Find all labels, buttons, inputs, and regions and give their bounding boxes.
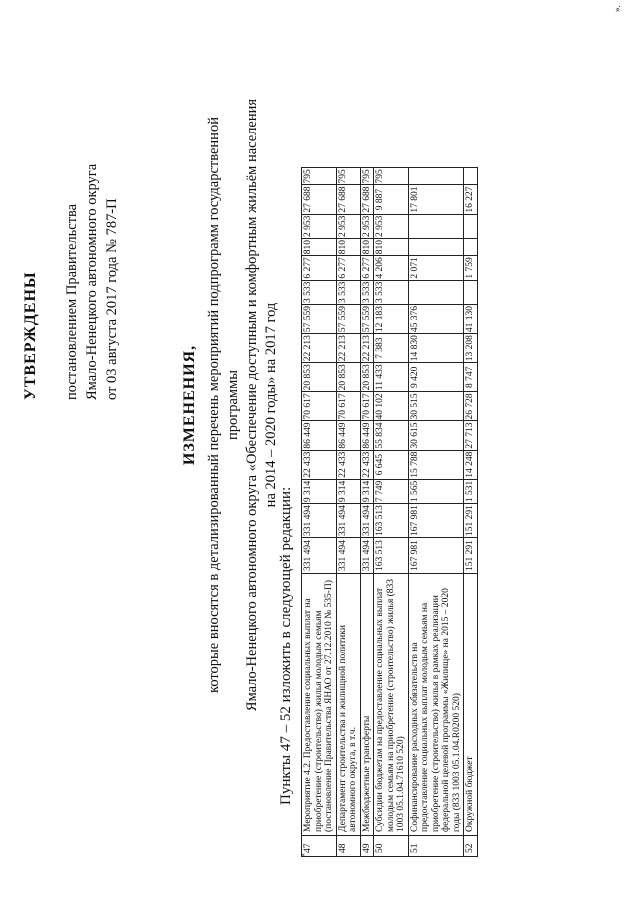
value-cell: 86 449 <box>336 421 360 450</box>
row-number: 49 <box>360 836 374 857</box>
value-cell <box>408 214 464 238</box>
value-cell: 151 291 <box>465 505 475 536</box>
table-body <box>302 168 478 857</box>
measure-name: Субсидии бюджетам на предоставление социальных выплат молодым семьям на приобретение (строительство) жилья (833 1003 05.1.04.71610 520) <box>374 574 409 836</box>
value-cell: 810 <box>361 240 372 255</box>
table-row <box>336 168 360 857</box>
row-number: 52 <box>464 836 478 857</box>
value-cell <box>408 168 464 185</box>
value-cell: 795 <box>374 168 409 185</box>
value-cell: 9 314 <box>361 480 372 503</box>
value-cell <box>464 214 478 238</box>
value-cell: 20 853 <box>336 363 360 392</box>
value-cell: 810 <box>374 239 409 256</box>
row-number: 48 <box>336 836 360 857</box>
value-cell: 1 759 <box>465 257 475 279</box>
value-cell: 41 130 <box>465 306 475 333</box>
measure-name: Межбюджетные трансферты <box>360 574 374 836</box>
value-cell: 22 213 <box>302 334 337 363</box>
table-row <box>408 168 464 857</box>
value-cell: 2 953 <box>361 215 372 237</box>
value-cell: 20 853 <box>302 363 337 392</box>
value-cell: 30 615 <box>408 421 464 450</box>
table-row <box>360 168 374 857</box>
measure-name: Департамент строительства и жилищной политики автономного округа, в т.ч. <box>336 574 360 836</box>
value-cell: 795 <box>336 168 360 185</box>
opening-quote-mark: « <box>298 853 307 857</box>
total-cell: 163 513 <box>374 538 409 574</box>
value-cell: 86 449 <box>302 421 337 450</box>
value-cell: 20 853 <box>361 364 372 391</box>
value-cell: 15 788 <box>408 450 464 479</box>
row-number: 50 <box>374 836 409 857</box>
value-cell <box>408 280 464 304</box>
value-cell: 27 688 <box>302 185 337 214</box>
value-cell: 22 433 <box>302 450 337 479</box>
total-cell: 151 291 <box>464 538 478 574</box>
value-cell: 57 559 <box>361 306 372 333</box>
row-number: 51 <box>408 836 464 857</box>
row-number: 47 <box>302 836 337 857</box>
value-cell: 795 <box>302 168 337 185</box>
value-cell: 3 533 <box>336 280 360 304</box>
value-cell: 1 565 <box>408 479 464 503</box>
decree-line: от 03 августа 2017 года № 787-П <box>104 198 120 400</box>
value-cell: 70 617 <box>361 393 372 420</box>
title-line: которые вносятся в детализированный перечень мероприятий подпрограмм государственной программы <box>206 117 241 693</box>
value-cell: 13 208 <box>465 335 475 362</box>
value-cell: 27 688 <box>336 185 360 214</box>
value-cell: 2 953 <box>336 214 360 238</box>
table-row <box>464 168 478 857</box>
value-cell: 86 449 <box>361 422 372 449</box>
value-cell: 1 531 <box>465 480 475 503</box>
value-cell: 8 747 <box>464 363 478 392</box>
value-cell: 70 617 <box>336 392 360 421</box>
value-cell: 70 617 <box>302 392 337 421</box>
value-cell: 2 953 <box>302 214 337 238</box>
decree-line: Ямало-Ненецкого автономного округа <box>84 163 100 400</box>
document-title <box>180 85 281 725</box>
value-cell: 9 314 <box>336 479 360 503</box>
value-cell: 6 277 <box>361 257 372 279</box>
value-cell: 3 533 <box>374 280 409 304</box>
value-cell: 22 213 <box>336 334 360 363</box>
value-cell: 331 494 <box>361 505 372 536</box>
value-cell <box>464 239 478 256</box>
value-cell: 17 801 <box>408 185 464 214</box>
value-cell: 55 834 <box>374 421 409 450</box>
value-cell <box>408 239 464 256</box>
value-cell: 795 <box>361 169 372 184</box>
value-cell: 810 <box>336 239 360 256</box>
value-cell: 9 887 <box>374 185 409 214</box>
value-cell: 331 494 <box>336 504 360 538</box>
value-cell: 167 981 <box>408 504 464 538</box>
value-cell: 163 513 <box>374 504 409 538</box>
items-note: Пункты 47 – 52 изложить в следующей редакции: <box>278 486 294 805</box>
value-cell <box>464 168 478 185</box>
approved-heading: УТВЕРЖДЕНЫ <box>22 271 39 400</box>
value-cell: 22 213 <box>361 335 372 362</box>
value-cell: 4 206 <box>374 256 409 280</box>
value-cell: 3 533 <box>361 281 372 303</box>
value-cell <box>464 280 478 304</box>
value-cell: 810 <box>302 239 337 256</box>
measure-name: Софинансирование расходных обязательств на предоставление социальных выплат молодым семьям на приобретение (строительство) жилья в рамках реализации федеральной целевой программы «Жилище» на 2015 – 2020 годы (833 1003 05.1.04.R0200 520) <box>408 574 464 836</box>
value-cell: 6 277 <box>336 256 360 280</box>
value-cell: 14 830 <box>408 334 464 363</box>
total-cell: 331 494 <box>302 538 337 574</box>
value-cell: 6 645 <box>374 450 409 479</box>
value-cell: 40 102 <box>374 392 409 421</box>
value-cell: 331 494 <box>302 504 337 538</box>
measure-name: Окружной бюджет <box>464 574 478 836</box>
value-cell: 45 376 <box>408 305 464 334</box>
closing-quote-mark: ». <box>612 5 622 12</box>
decree-reference <box>62 40 122 400</box>
decree-line: постановлением Правительства <box>64 203 80 400</box>
value-cell: 2 071 <box>408 256 464 280</box>
value-cell: 57 559 <box>302 305 337 334</box>
total-cell: 167 981 <box>408 538 464 574</box>
value-cell: 7 749 <box>374 479 409 503</box>
title-line: на 2014 – 2020 годы» на 2017 год <box>263 302 279 508</box>
measure-name: Мероприятие 4.2. Предоставление социальных выплат на приобретение (строительство) жилья молодым семьям (постановление Правительства ЯНАО от 27.12.2010 № 535-П) <box>302 574 337 836</box>
value-cell: 27 713 <box>465 422 475 449</box>
value-cell: 22 433 <box>361 451 372 478</box>
value-cell: 14 248 <box>465 451 475 478</box>
value-cell: 57 559 <box>336 305 360 334</box>
table-row <box>302 168 337 857</box>
total-cell: 331 494 <box>336 538 360 574</box>
value-cell: 9 314 <box>302 479 337 503</box>
value-cell: 16 227 <box>465 186 475 213</box>
measures-table <box>301 167 478 857</box>
value-cell: 2 953 <box>374 214 409 238</box>
title-line: Ямало-Ненецкого автономного округа «Обеспечение доступным и комфортным жильём населения <box>244 98 260 712</box>
value-cell: 11 433 <box>374 363 409 392</box>
value-cell: 30 515 <box>408 392 464 421</box>
value-cell: 26 728 <box>465 393 475 420</box>
table-row <box>374 168 409 857</box>
value-cell: 22 433 <box>336 450 360 479</box>
value-cell: 3 533 <box>302 280 337 304</box>
value-cell: 27 688 <box>361 186 372 213</box>
value-cell: 9 420 <box>408 363 464 392</box>
value-cell: 12 183 <box>374 305 409 334</box>
value-cell: 7 383 <box>374 334 409 363</box>
value-cell: 6 277 <box>302 256 337 280</box>
title-main: ИЗМЕНЕНИЯ, <box>181 344 198 466</box>
total-cell: 331 494 <box>360 538 374 574</box>
